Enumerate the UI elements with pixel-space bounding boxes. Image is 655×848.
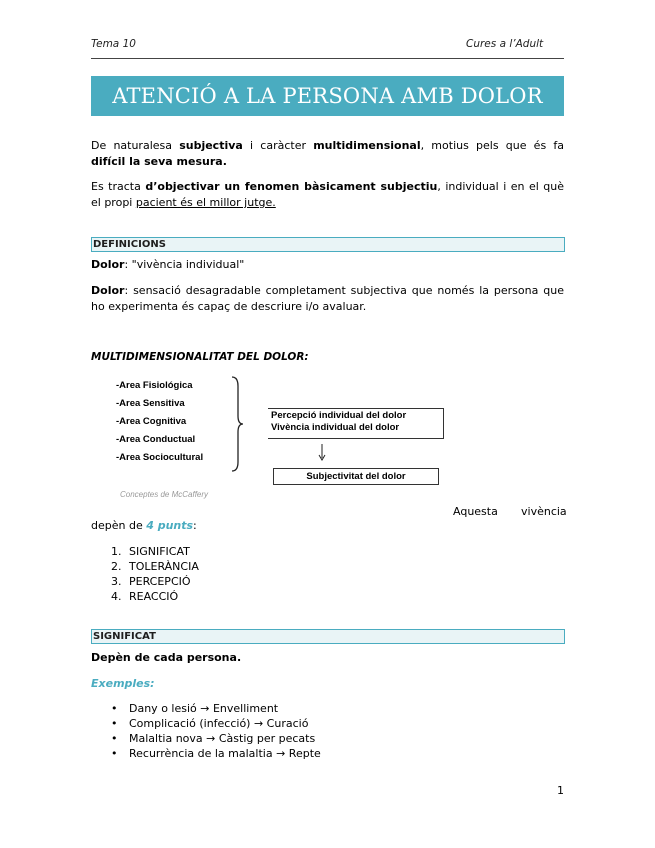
curly-brace-icon [230, 376, 244, 472]
intro-p1-text-2: i caràcter [242, 139, 314, 152]
list-label: Dany o lesió → Envelliment [129, 702, 279, 715]
list-label: Recurrència de la malaltia → Repte [129, 747, 321, 760]
depen-text: depèn de [91, 519, 147, 532]
bullet-icon: • [111, 717, 118, 730]
definition-2-text: : sensació desagradable completament subjectiva que només la persona que ho experimenta és capaç de descriure i/o avaluar. [91, 284, 564, 313]
section-heading-significat: SIGNIFICAT [91, 629, 565, 644]
intro-p2-text-2: , individual i en el què el propi [91, 180, 564, 209]
list-item [111, 544, 199, 559]
list-number: 3. [111, 575, 122, 588]
vivencia-word-2: vivència [521, 505, 567, 518]
intro-p2-bold-1: d’objectivar un fenomen bàsicament subjectiu [145, 180, 438, 193]
vivencia-line: Vivència individual del dolor [271, 422, 400, 433]
definition-2-term: Dolor [91, 284, 125, 297]
vivencia-word-1: Aquesta [453, 505, 498, 518]
area-item: -Area Cognitiva [116, 416, 187, 427]
list-item [111, 574, 199, 589]
vivencia-line [91, 519, 197, 532]
intro-paragraph-1 [91, 138, 564, 170]
intro-p2-text-1: Es tracta [91, 180, 146, 193]
header-rule [91, 58, 564, 59]
intro-p1-text-1: De naturalesa [91, 139, 180, 152]
bullet-icon: • [111, 747, 118, 760]
list-number: 4. [111, 590, 122, 603]
punts-emphasis: 4 punts [146, 519, 194, 532]
area-item: -Area Sensitiva [116, 398, 185, 409]
list-label: SIGNIFICAT [129, 545, 190, 558]
multidimensionalitat-heading: MULTIDIMENSIONALITAT DEL DOLOR: [91, 351, 309, 363]
area-item: -Area Fisiológica [116, 380, 193, 391]
list-item [111, 559, 199, 574]
definition-1-term: Dolor [91, 258, 125, 271]
intro-p1-bold-3: difícil la seva mesura. [91, 155, 227, 168]
header-right: Cures a l’Adult [466, 38, 544, 50]
area-item: -Area Sociocultural [116, 452, 204, 463]
list-label: Malaltia nova → Càstig per pecats [129, 732, 316, 745]
exemples-list [111, 701, 321, 761]
significat-text: Depèn de cada persona. [91, 651, 242, 664]
list-item [111, 589, 199, 604]
area-item: -Area Conductual [116, 434, 196, 445]
intro-p1-bold-1: subjectiva [179, 139, 243, 152]
intro-p2-underline: pacient és el millor jutge. [135, 196, 276, 209]
perception-box [268, 408, 444, 439]
intro-p1-bold-2: multidimensional [313, 139, 421, 152]
definition-2 [91, 283, 564, 315]
list-item [111, 701, 321, 716]
list-label: Complicació (infecció) → Curació [129, 717, 309, 730]
page-number: 1 [557, 784, 564, 797]
section-heading-definicions: DEFINICIONS [91, 237, 565, 252]
exemples-label: Exemples: [91, 677, 155, 690]
bullet-icon: • [111, 702, 118, 715]
definition-1 [91, 257, 564, 273]
page-title: ATENCIÓ A LA PERSONA AMB DOLOR [91, 76, 564, 116]
intro-p1-text-3: , motius pels que és fa [420, 139, 565, 152]
list-label: REACCIÓ [129, 590, 179, 603]
list-item [111, 731, 321, 746]
list-label: PERCEPCIÓ [129, 575, 191, 588]
list-label: TOLERÀNCIA [129, 560, 199, 573]
multidimensional-diagram [112, 374, 452, 504]
header-left: Tema 10 [91, 38, 136, 50]
list-number: 1. [111, 545, 122, 558]
list-item [111, 716, 321, 731]
list-number: 2. [111, 560, 122, 573]
intro-paragraph-2 [91, 179, 564, 211]
perception-line: Percepció individual del dolor [271, 410, 407, 421]
definition-1-text: : "vivència individual" [124, 258, 245, 271]
diagram-caption: Conceptes de McCaffery [120, 490, 209, 499]
subjectivity-box: Subjectivitat del dolor [273, 468, 439, 485]
list-item [111, 746, 321, 761]
punts-list [111, 544, 199, 604]
bullet-icon: • [111, 732, 118, 745]
depen-colon: : [193, 519, 197, 532]
arrow-down-icon [312, 443, 332, 463]
